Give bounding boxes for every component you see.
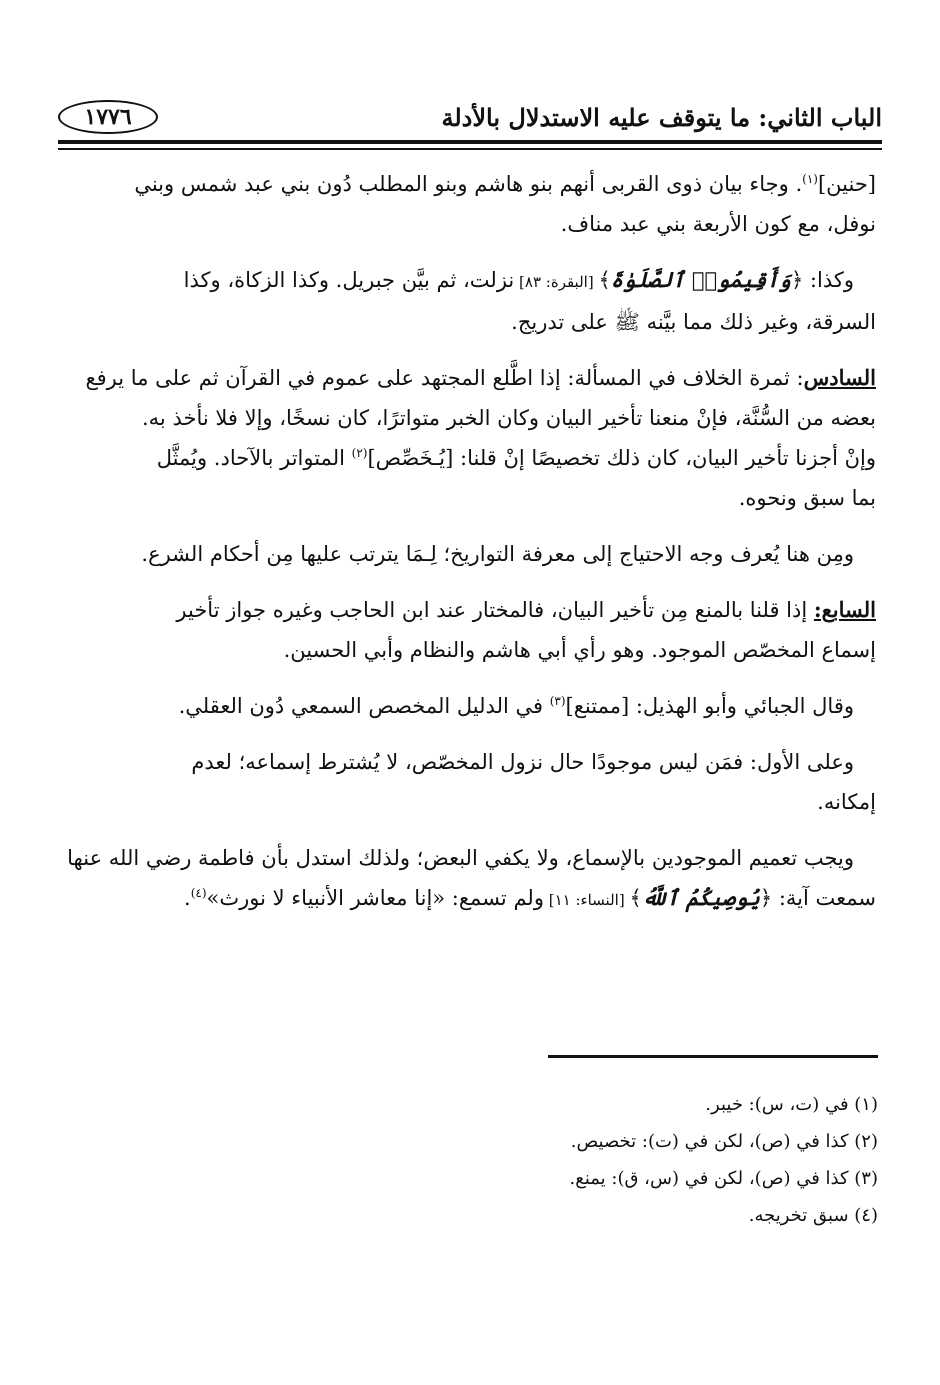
- text-line: وإنْ أجزنا تأخير البيان، كان ذلك تخصيصًا إنْ قلنا: [يُـخَصِّص]$^{(٢)}$ المتواتر بالآحاد. ويُمثَّل: [156, 446, 876, 470]
- footnote-marker: (٣): [549, 694, 566, 708]
- quran-verse: وَأَقِيمُوا۟ ٱلصَّلَوٰةَ: [610, 267, 791, 292]
- text-line: ويجب تعميم الموجودين بالإسماع، ولا يكفي البعض؛ ولذلك استدل بأن فاطمة رضي الله عنها: [67, 846, 854, 870]
- ayah-bracket-close: ﴾: [598, 268, 611, 292]
- paragraph-5: [64, 590, 876, 670]
- quran-verse: يُوصِيكُمُ ٱللَّهُ: [641, 885, 760, 910]
- paragraph-1: [64, 164, 876, 244]
- text-line: ومِن هنا يُعرف وجه الاحتياج إلى معرفة التواريخ؛ لِـمَا يترتب عليها مِن أحكام الشرع.: [141, 542, 854, 566]
- main-text: [64, 164, 876, 936]
- text-line: وقال الجبائي وأبو الهذيل: [ممتنع]$^{(٣)}$ في الدليل المخصص السمعي دُون العقلي.: [178, 694, 854, 718]
- section-keyword: السادس: [803, 365, 876, 390]
- paragraph-7: [64, 742, 876, 822]
- header-rule-thin: [58, 148, 882, 150]
- footnote-separator: [548, 1055, 878, 1058]
- chapter-title: الباب الثاني: ما يتوقف عليه الاستدلال بالأدلة: [441, 103, 882, 132]
- text-line: نوفل، مع كون الأربعة بني عبد مناف.: [560, 212, 876, 236]
- ayah-bracket-open: ﴿: [759, 886, 773, 910]
- paragraph-2: [64, 260, 876, 342]
- paragraph-6: [64, 686, 876, 726]
- text-line: إسماع المخصّص الموجود. وهو رأي أبي هاشم والنظام وأبي الحسين.: [283, 638, 876, 662]
- section-keyword: السابع:: [813, 597, 876, 622]
- header-rule-thick: [58, 140, 882, 144]
- footnote-item: (٢) كذا في (ص)، لكن في (ت): تخصيص.: [570, 1131, 878, 1152]
- paragraph-4: [64, 534, 876, 574]
- text-line: بما سبق ونحوه.: [738, 486, 876, 510]
- footnote-item: (٤) سبق تخريجه.: [748, 1205, 878, 1226]
- text-line: السابع: إذا قلنا بالمنع مِن تأخير البيان، فالمختار عند ابن الحاجب وغيره جواز تأخير: [176, 597, 876, 622]
- paragraph-3: [64, 358, 876, 518]
- text-line: وعلى الأول: فمَن ليس موجودًا حال نزول المخصّص، لا يُشترط إسماعه؛ لعدم: [191, 750, 854, 774]
- ayah-bracket-close: ﴾: [629, 886, 642, 910]
- paragraph-8: [64, 838, 876, 920]
- text-line: بعضه من السُّنَّة، فإنْ منعنا تأخير البيان وكان الخبر متواترًا، كان نسخًا، وإلا فلا نأخذ به.: [142, 406, 876, 430]
- footnote-item: (١) في (ت، س): خيبر.: [705, 1094, 878, 1115]
- ayah-bracket-open: ﴿: [790, 268, 804, 292]
- verse-reference: [النساء: ١١]: [543, 891, 630, 909]
- page-header: [58, 84, 882, 140]
- text-line: السادس: ثمرة الخلاف في المسألة: إذا اطَّلع المجتهد على عموم في القرآن ثم على ما يرفع: [85, 365, 876, 390]
- verse-reference: [البقرة: ٨٣]: [514, 273, 599, 291]
- text-line: إمكانه.: [817, 790, 876, 814]
- text-line: سمعت آية: ﴿يُوصِيكُمُ ٱللَّهُ﴾ [النساء: ١١] ولم تسمع: «إنا معاشر الأنبياء لا نورث»$^{(٤)}$.: [184, 885, 876, 910]
- footnote-item: (٣) كذا في (ص)، لكن في (س، ق): يمنع.: [569, 1168, 878, 1189]
- footnote-marker: (١): [802, 172, 818, 186]
- page-number-badge: ١٧٧٦: [58, 100, 158, 134]
- text-line: وكذا: ﴿وَأَقِيمُوا۟ ٱلصَّلَوٰةَ﴾ [البقرة: ٨٣] نزلت، ثم بيَّن جبريل. وكذا الزكاة، وكذا: [183, 267, 854, 292]
- text-line: [حنين]$^{(١)}$. وجاء بيان ذوى القربى أنهم بنو هاشم وبنو المطلب دُون بني عبد شمس وبني: [134, 172, 876, 196]
- text-line: السرقة، وغير ذلك مما بيَّنه ﷺ على تدريج.: [511, 310, 876, 334]
- footnote-marker: (٤): [190, 886, 207, 900]
- footnote-marker: (٢): [351, 446, 368, 460]
- footnotes: [278, 1086, 878, 1234]
